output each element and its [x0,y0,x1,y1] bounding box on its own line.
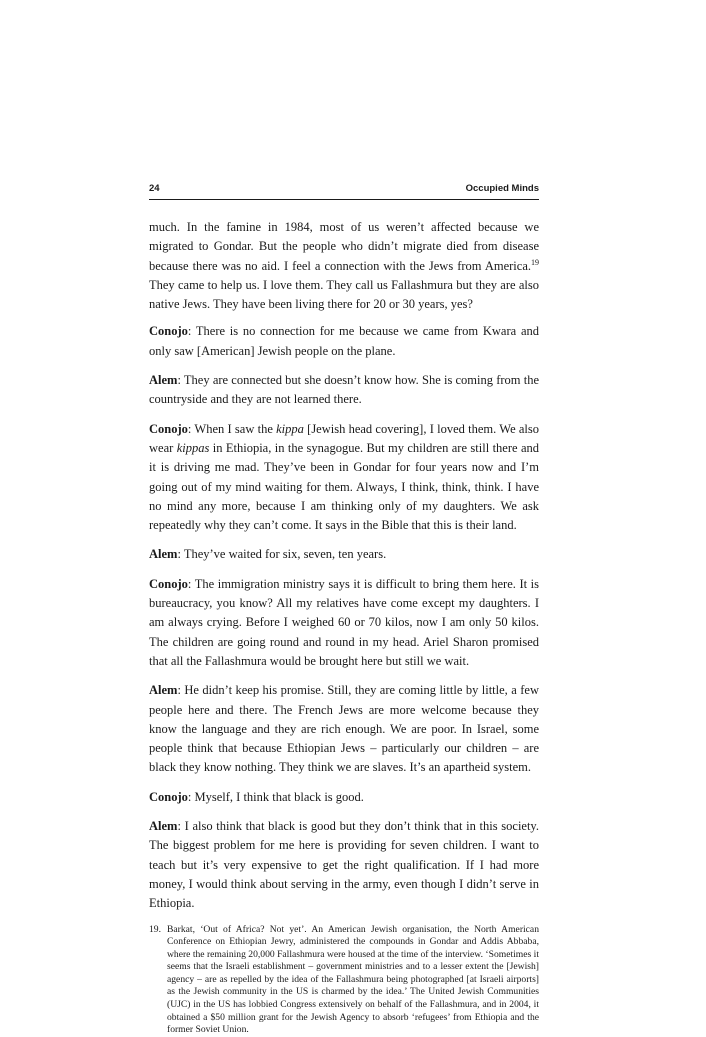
speaker-name: Alem [149,547,178,562]
paragraph [149,575,539,671]
paragraph [149,681,539,777]
speaker-name: Alem [149,819,178,834]
speaker-name: Alem [149,373,178,388]
body-text [149,218,539,914]
footnotes [149,924,539,1037]
paragraph-text: They came to help us. I love them. They call us Fallashmura but they are also native Jews. They have been living there for 20 or 30 years, yes? [149,277,539,312]
paragraph-text: : The immigration ministry says it is difficult to bring them here. It is bureaucracy, you know? All my relatives have come except my daughters. I am always crying. Before I weighed 60 or 70 kilos, now I am only 50 kilos. The children are going round and round in my head. Ariel Sharon promised that all the Fallashmura would be brought here but still we wait. [149,576,539,668]
paragraph-text: : There is no connection for me because we came from Kwara and only saw [American] Jewish people on the plane. [149,324,539,358]
paragraph-text: much. In the famine in 1984, most of us weren’t affected because we migrated to Gondar. But the people who didn’t migrate died from disease because there was no aid. I feel a connection with the Jews from America. [149,220,539,273]
running-head [149,183,539,200]
footnote [149,924,539,1037]
italic-term: kippa [276,421,304,436]
speaker-name: Alem [149,683,178,698]
footnote-ref: 19 [531,257,539,267]
paragraph-text: [Jewish head covering], I loved them. We also wear [149,421,539,455]
paragraph-text: : Myself, I think that black is good. [187,789,364,804]
book-page [149,183,539,1037]
paragraph-text: : When I saw the [187,421,277,436]
paragraph [149,371,539,410]
paragraph [149,817,539,913]
speaker-name: Conojo [149,576,188,591]
paragraph-text: : He didn’t keep his promise. Still, they are coming little by little, a few people here and there. The French Jews are more welcome because they know the language and they are rich enough. We are poor. In Israel, some people think that because Ethiopian Jews – particularly our children – are black they know nothing. They think we are slaves. It’s an apartheid system. [149,683,539,775]
paragraph [149,322,539,361]
paragraph [149,218,539,314]
page-number: 24 [149,183,160,194]
paragraph [149,545,539,564]
paragraph-text: : They’ve waited for six, seven, ten years. [177,547,387,562]
footnote-text: Barkat, ‘Out of Africa? Not yet’. An American Jewish organisation, the North American Conference on Ethiopian Jewry, administered the compounds in Gondar and Addis Abbaba, where the remaining 20,000 Fallashmura were housed at the time of the interview. ‘Sometimes it seems that the Israeli establishment – government ministries and to a lesser extent the [Jewish] agency – are as repelled by the idea of the Fallashmura being photographed [at Israeli airports] as the Jewish community in the US is charmed by the idea.’ The United Jewish Communities (UJC) in the US has lobbied Congress extensively on behalf of the Fallashmura, and in 2004, it obtained a $50 million grant for the Jewish Agency to absorb ‘refugees’ from Ethiopia and the former Soviet Union. [167,923,539,1036]
book-title: Occupied Minds [465,183,539,194]
paragraph-text: in Ethiopia, in the synagogue. But my children are still there and it is driving me mad. They’ve been in Gondar for four years now and I’m going out of my mind waiting for them. Always, I think, think, think. I have no mind any more, because I am thinking only of my daughters. We ask repeatedly why they can’t come. It says in the Bible that this is their land. [149,440,540,533]
speaker-name: Conojo [149,421,188,436]
speaker-name: Conojo [149,789,188,804]
footnote-number: 19. [149,923,161,935]
paragraph [149,420,539,536]
paragraph-text: : They are connected but she doesn’t know how. She is coming from the countryside and they are not learned there. [149,373,539,407]
speaker-name: Conojo [149,324,188,339]
italic-term: kippas [176,440,210,455]
paragraph-text: : I also think that black is good but they don’t think that in this society. The biggest problem for me here is providing for seven children. I want to teach but it’s very expensive to get the right qualification. If I had more money, I would think about serving in the army, even though I didn’t serve in Ethiopia. [149,819,539,911]
paragraph [149,788,539,807]
